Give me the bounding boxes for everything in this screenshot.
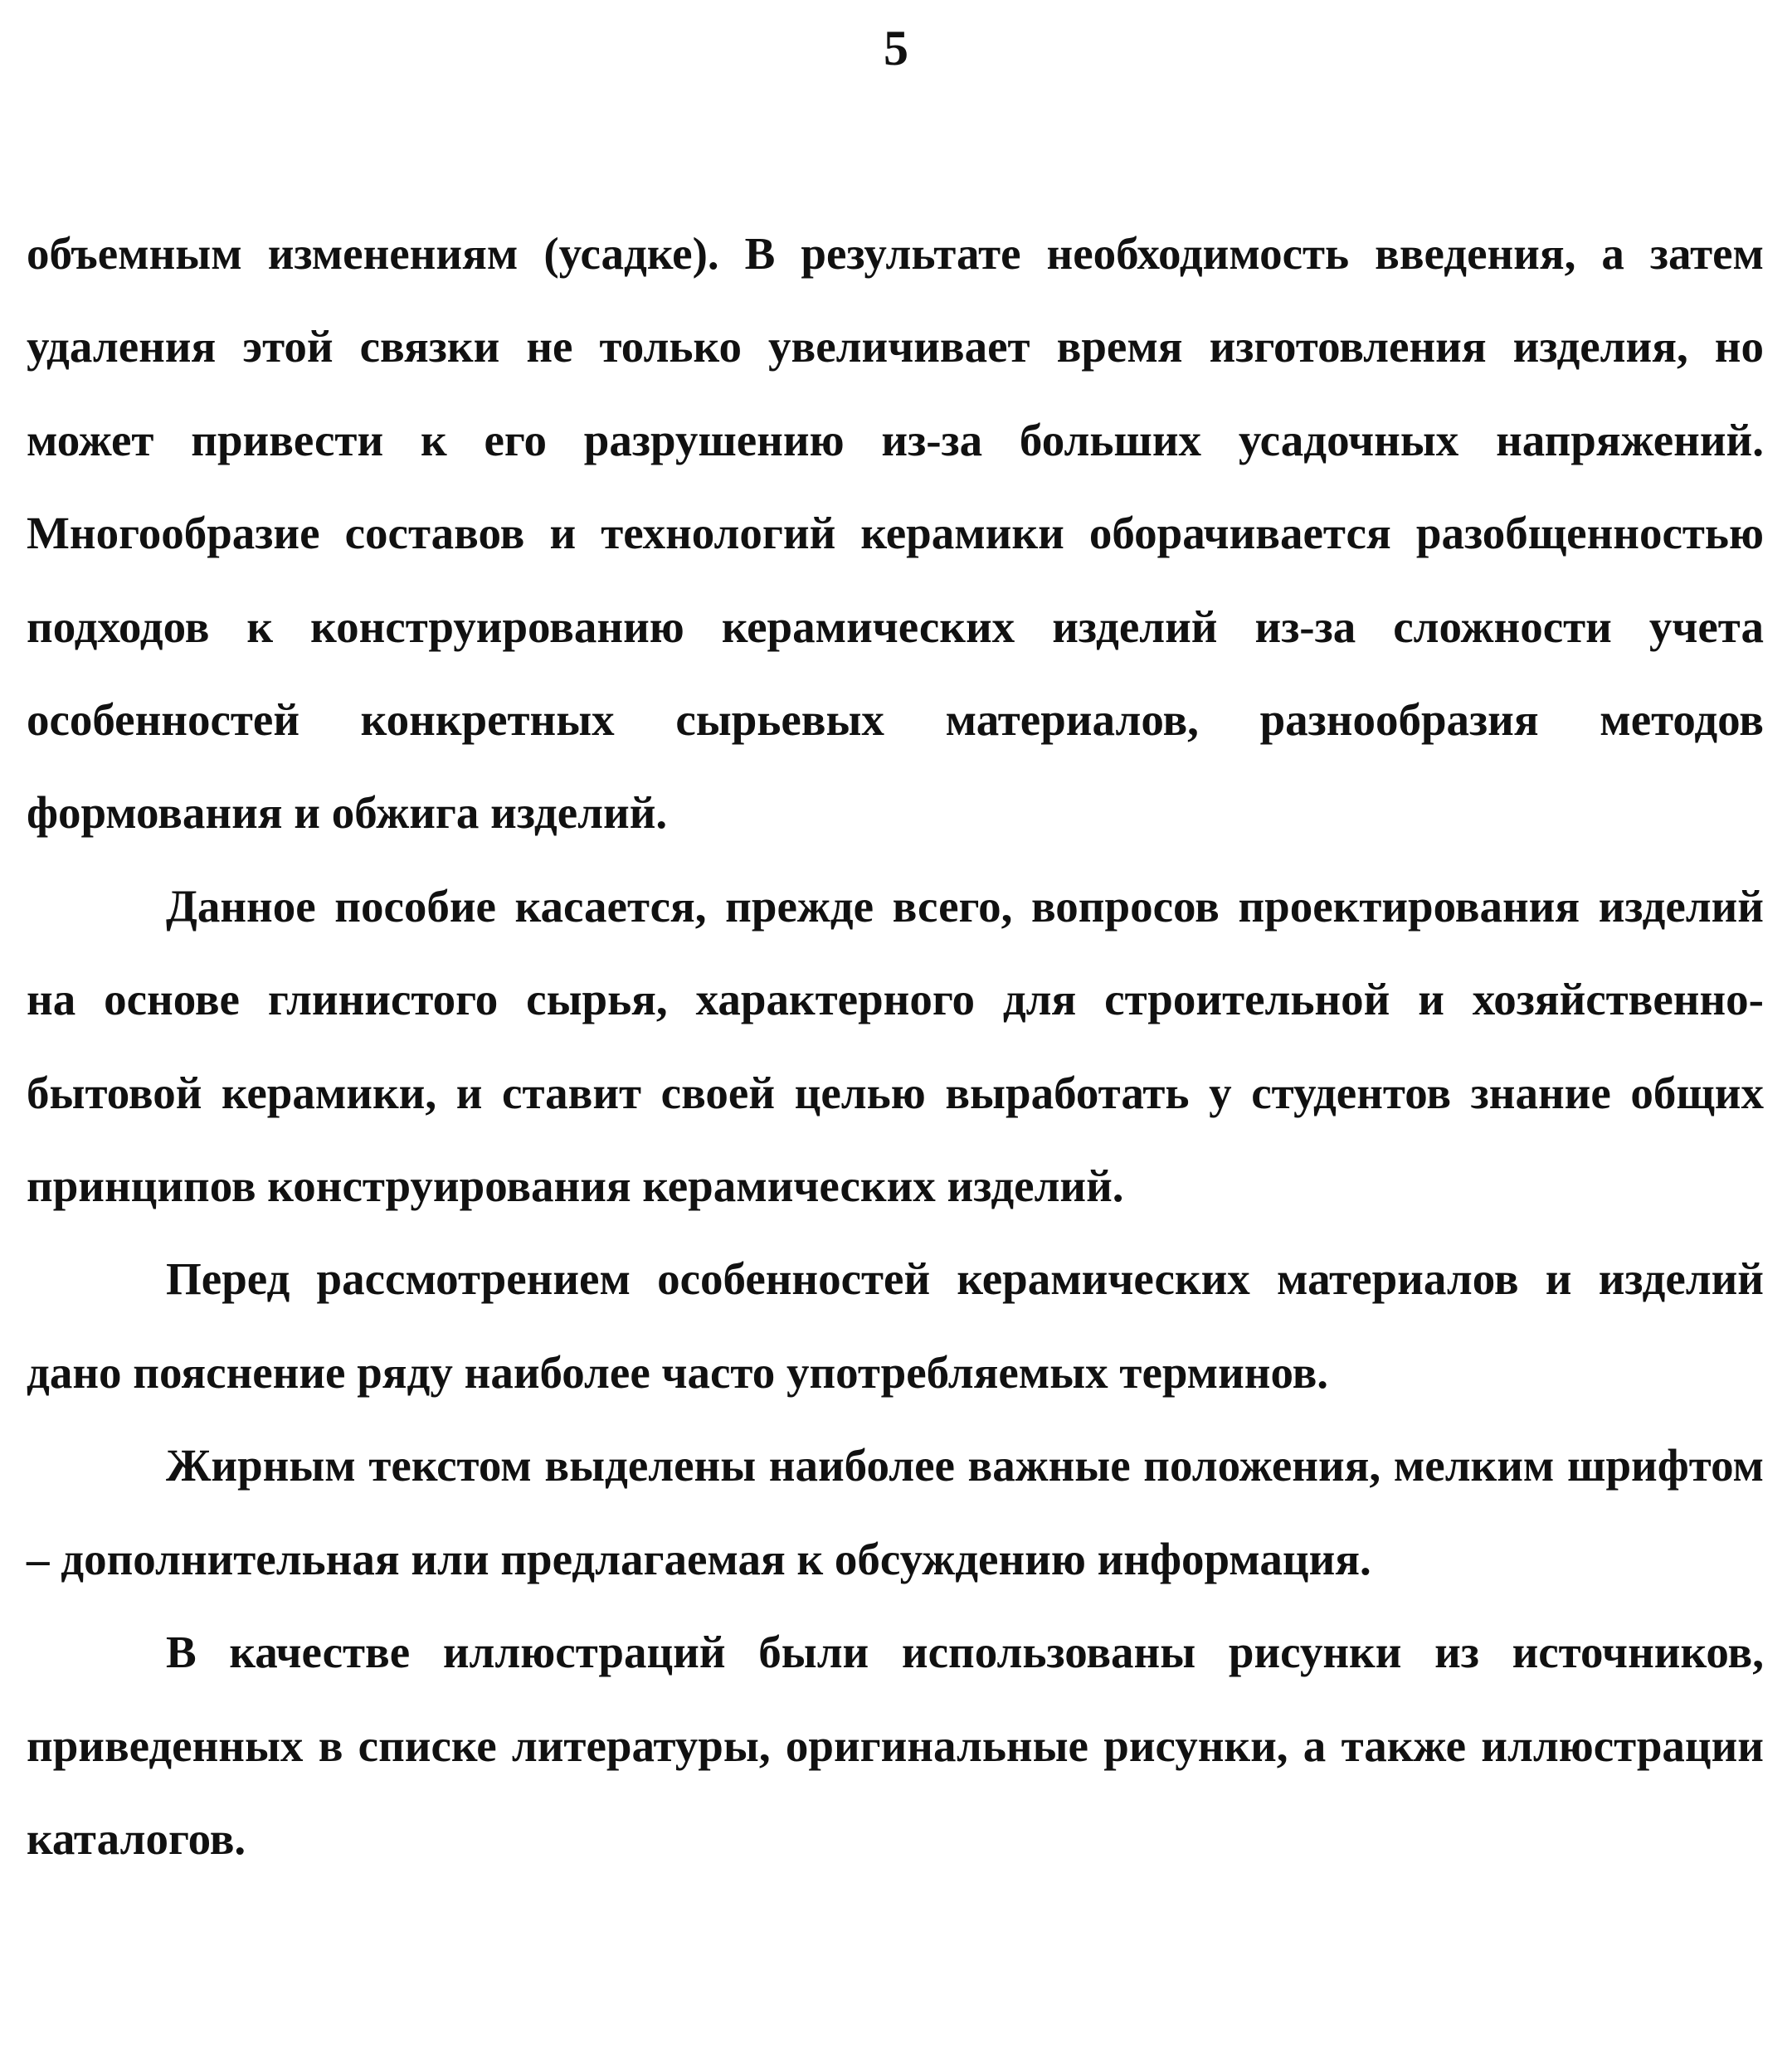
paragraph-4: Жирным текстом выделены наиболее важные положения, мелким шрифтом – дополнительная или предлагаемая к обсуждению информация. [27,1440,1764,1584]
paragraph-1: объемным изменениям (усадке). В результате необходимость введения, а затем удаления этой связки не только увеличивает время изготовления изделия, но может привести к его разрушению из-за больших усадочных напряжений. Многообразие составов и технологий керамики оборачивается разобщенностью подходов к конструированию керамических изделий из-за сложности учета особенностей конкретных сырьевых материалов, разнообразия методов формования и обжига изделий. [27,228,1764,839]
document-body [27,207,1764,1885]
paragraph-3: Перед рассмотрением особенностей керамических материалов и изделий дано пояснение ряду наиболее часто употребляемых терминов. [27,1253,1764,1398]
page-number: 5 [884,21,908,75]
paragraph-5: В качестве иллюстраций были использованы рисунки из источников, приведенных в списке литературы, оригинальные рисунки, а также иллюстрации каталогов. [27,1627,1764,1864]
paragraph-2: Данное пособие касается, прежде всего, вопросов проектирования изделий на основе глинистого сырья, характерного для строительной и хозяйственно-бытовой керамики, и ставит своей целью выработать у студентов знание общих принципов конструирования керамических изделий. [27,880,1764,1212]
